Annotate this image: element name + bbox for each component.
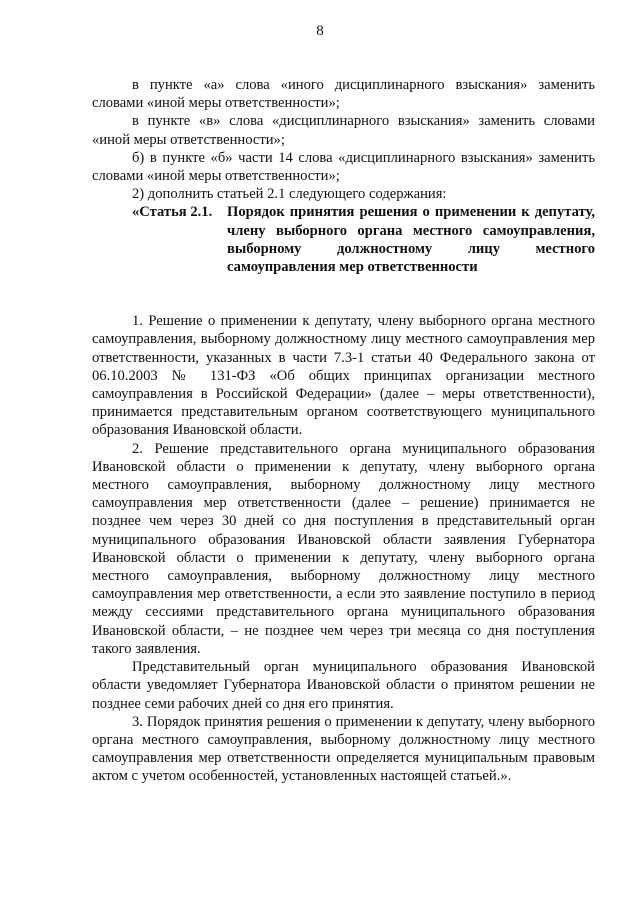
intro-paragraph-4: 2) дополнить статьей 2.1 следующего содержания: bbox=[132, 186, 447, 203]
intro-paragraph-2: в пункте «в» слова «дисциплинарного взыскания» заменить словами «иной меры ответственности»; bbox=[92, 113, 595, 148]
article-label: «Статья 2.1. bbox=[132, 204, 213, 221]
article-heading bbox=[92, 203, 595, 276]
body-paragraph-1: 1. Решение о применении к депутату, члену выборного органа местного самоуправления, выборному должностному лицу местного самоуправления мер ответственности, указанных в части 7.3-1 статьи 40 Федерального закона от 06.10.2003 № 131-ФЗ «Об общих принципах организации местного самоуправления в Российской Федерации» (далее – меры ответственности), принимается представительным органом соответствующего муниципального образования Ивановской области. bbox=[92, 313, 595, 439]
body-paragraph-2: 2. Решение представительного органа муниципального образования Ивановской области о применении к депутату, члену выборного органа местного самоуправления, выборному должностному лицу местного самоуправления мер ответственности (далее – решение) принимается не позднее чем через 30 дней со дня поступления в представительный орган муниципального образования Ивановской области заявления Губернатора Ивановской области о применении к депутату, члену выборного органа местного самоуправления, выборному должностному лицу местного самоуправления мер ответственности, а если это заявление поступило в период между сессиями представительного органа муниципального образования Ивановской области, – не позднее чем через три месяца со дня поступления такого заявления. bbox=[92, 440, 595, 657]
document-body bbox=[92, 76, 595, 786]
article-title: Порядок принятия решения о применении к депутату, члену выборного органа местного самоуправления, выборному должностному лицу местного самоуправления мер ответственности bbox=[227, 204, 595, 276]
body-paragraph-3: Представительный орган муниципального образования Ивановской области уведомляет Губернатора Ивановской области о принятом решении не позднее семи рабочих дней со дня его принятия. bbox=[92, 659, 595, 712]
intro-paragraph-3: б) в пункте «б» части 14 слова «дисциплинарного взыскания» заменить словами «иной меры ответственности»; bbox=[92, 149, 595, 185]
page-number: 8 bbox=[316, 23, 324, 39]
body-paragraph-4: 3. Порядок принятия решения о применении к депутату, члену выборного органа местного самоуправления, выборному должностному лицу местного самоуправления мер ответственности определяется муниципальным правовым актом с учетом особенностей, установленных настоящей статьей.». bbox=[92, 713, 595, 785]
intro-paragraph-1: в пункте «а» слова «иного дисциплинарного взыскания» заменить словами «иной меры ответственности»; bbox=[92, 77, 595, 112]
